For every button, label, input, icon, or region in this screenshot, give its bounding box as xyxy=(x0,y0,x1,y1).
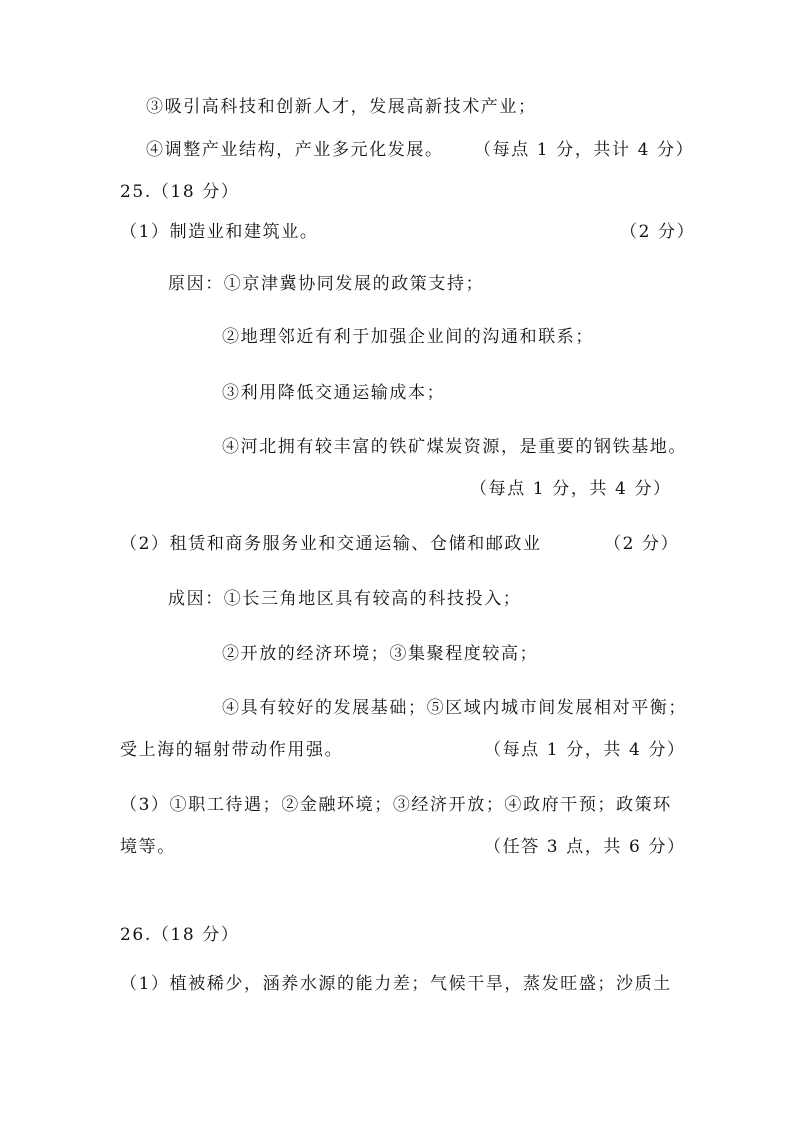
answer-line: （2）租赁和商务服务业和交通运输、仓储和邮政业 xyxy=(120,534,542,554)
answer-line: 受上海的辐射带动作用强。 xyxy=(120,740,344,760)
score-note: （2 分） xyxy=(620,222,696,242)
score-note: （2 分） xyxy=(604,534,680,554)
answer-line: （1）植被稀少，涵养水源的能力差；气候干旱，蒸发旺盛；沙质土 xyxy=(120,974,672,994)
answer-line: ④河北拥有较丰富的铁矿煤炭资源，是重要的钢铁基地。 xyxy=(222,437,687,457)
answer-line: ④具有较好的发展基础；⑤区域内城市间发展相对平衡； xyxy=(222,698,687,718)
answer-line: 原因：①京津冀协同发展的政策支持； xyxy=(168,274,485,294)
question-header: 26.（18 分） xyxy=(120,925,240,945)
answer-line: ③利用降低交通运输成本； xyxy=(222,383,446,403)
answer-line: （3）①职工待遇；②金融环境；③经济开放；④政府干预；政策环 xyxy=(120,795,672,815)
answer-line: ③吸引高科技和创新人才，发展高新技术产业； xyxy=(146,97,537,117)
question-header: 25.（18 分） xyxy=(120,182,240,202)
score-note: （每点 1 分，共计 4 分） xyxy=(474,140,695,160)
score-note: （每点 1 分，共 4 分） xyxy=(470,479,672,499)
answer-line: （1）制造业和建筑业。 xyxy=(120,222,319,242)
answer-line: ②地理邻近有利于加强企业间的沟通和联系； xyxy=(222,327,594,347)
answer-line: ④调整产业结构，产业多元化发展。 xyxy=(146,140,444,160)
answer-line: 成因：①长三角地区具有较高的科技投入； xyxy=(168,589,522,609)
score-note: （任答 3 点，共 6 分） xyxy=(484,837,686,857)
score-note: （每点 1 分，共 4 分） xyxy=(484,740,686,760)
answer-line: 境等。 xyxy=(120,837,176,857)
answer-line: ②开放的经济环境；③集聚程度较高； xyxy=(222,644,539,664)
